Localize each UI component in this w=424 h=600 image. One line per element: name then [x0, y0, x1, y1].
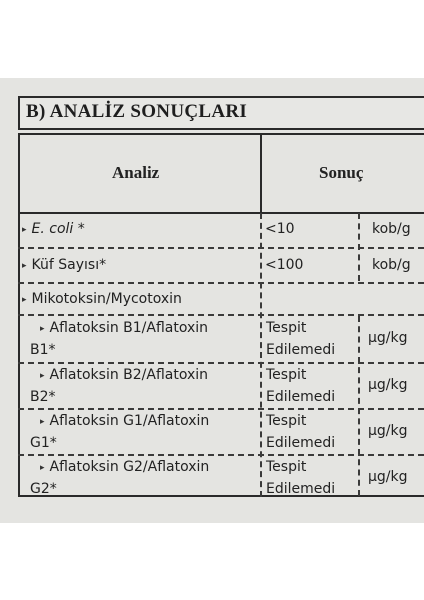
unit-value: μg/kg [368, 423, 408, 439]
bullet-arrow-icon: ▸ [40, 371, 45, 381]
unit-value: μg/kg [368, 377, 408, 393]
table-row [22, 218, 85, 241]
analysis-name-line2: G1* [30, 435, 57, 451]
result-line2: Edilemedi [266, 481, 336, 497]
header-sonuc: Sonuç [319, 163, 364, 182]
bullet-arrow-icon: ▸ [40, 463, 45, 473]
bullet-arrow-icon: ▸ [22, 295, 27, 305]
column-divider [260, 133, 262, 213]
unit-divider [358, 213, 360, 281]
result-line1: Tespit [266, 413, 307, 429]
analysis-name-line1: Aflatoksin B1/Aflatoxin [49, 320, 209, 336]
unit-value: μg/kg [368, 469, 408, 485]
result-line1: Tespit [266, 367, 307, 383]
table-row [22, 254, 106, 277]
result-value: <100 [265, 257, 304, 273]
row-divider [18, 247, 424, 249]
analysis-name-line2: G2* [30, 481, 57, 497]
analysis-name-line1: Aflatoksin G2/Aflatoxin [49, 459, 210, 475]
bullet-arrow-icon: ▸ [40, 417, 45, 427]
analysis-name: Mikotoksin/Mycotoxin [31, 291, 182, 307]
analysis-name-line2: B1* [30, 342, 56, 358]
header-divider [18, 212, 424, 214]
unit-value: kob/g [372, 221, 411, 237]
result-line2: Edilemedi [266, 435, 336, 451]
unit-divider [358, 316, 360, 496]
header-analiz: Analiz [112, 163, 160, 182]
table-row [40, 317, 208, 340]
bullet-arrow-icon: ▸ [22, 261, 27, 271]
analysis-name-line2: B2* [30, 389, 56, 405]
table-row [22, 288, 182, 311]
column-divider [260, 213, 262, 497]
result-line2: Edilemedi [266, 342, 336, 358]
analysis-name-line1: Aflatoksin B2/Aflatoxin [49, 367, 209, 383]
result-line1: Tespit [266, 459, 307, 475]
result-line2: Edilemedi [266, 389, 336, 405]
analysis-name-line1: Aflatoksin G1/Aflatoxin [49, 413, 210, 429]
row-divider [18, 282, 424, 284]
result-line1: Tespit [266, 320, 307, 336]
table-row [40, 456, 209, 479]
table-row [40, 364, 208, 387]
row-divider [18, 314, 424, 316]
unit-value: μg/kg [368, 330, 408, 346]
analysis-name: Küf Sayısı* [31, 257, 107, 273]
bullet-arrow-icon: ▸ [22, 225, 27, 235]
bullet-arrow-icon: ▸ [40, 324, 45, 334]
table-row [40, 410, 209, 433]
unit-value: kob/g [372, 257, 411, 273]
analysis-name: E. coli * [31, 221, 85, 237]
section-title: B) ANALİZ SONUÇLARI [26, 101, 248, 122]
result-value: <10 [265, 221, 295, 237]
